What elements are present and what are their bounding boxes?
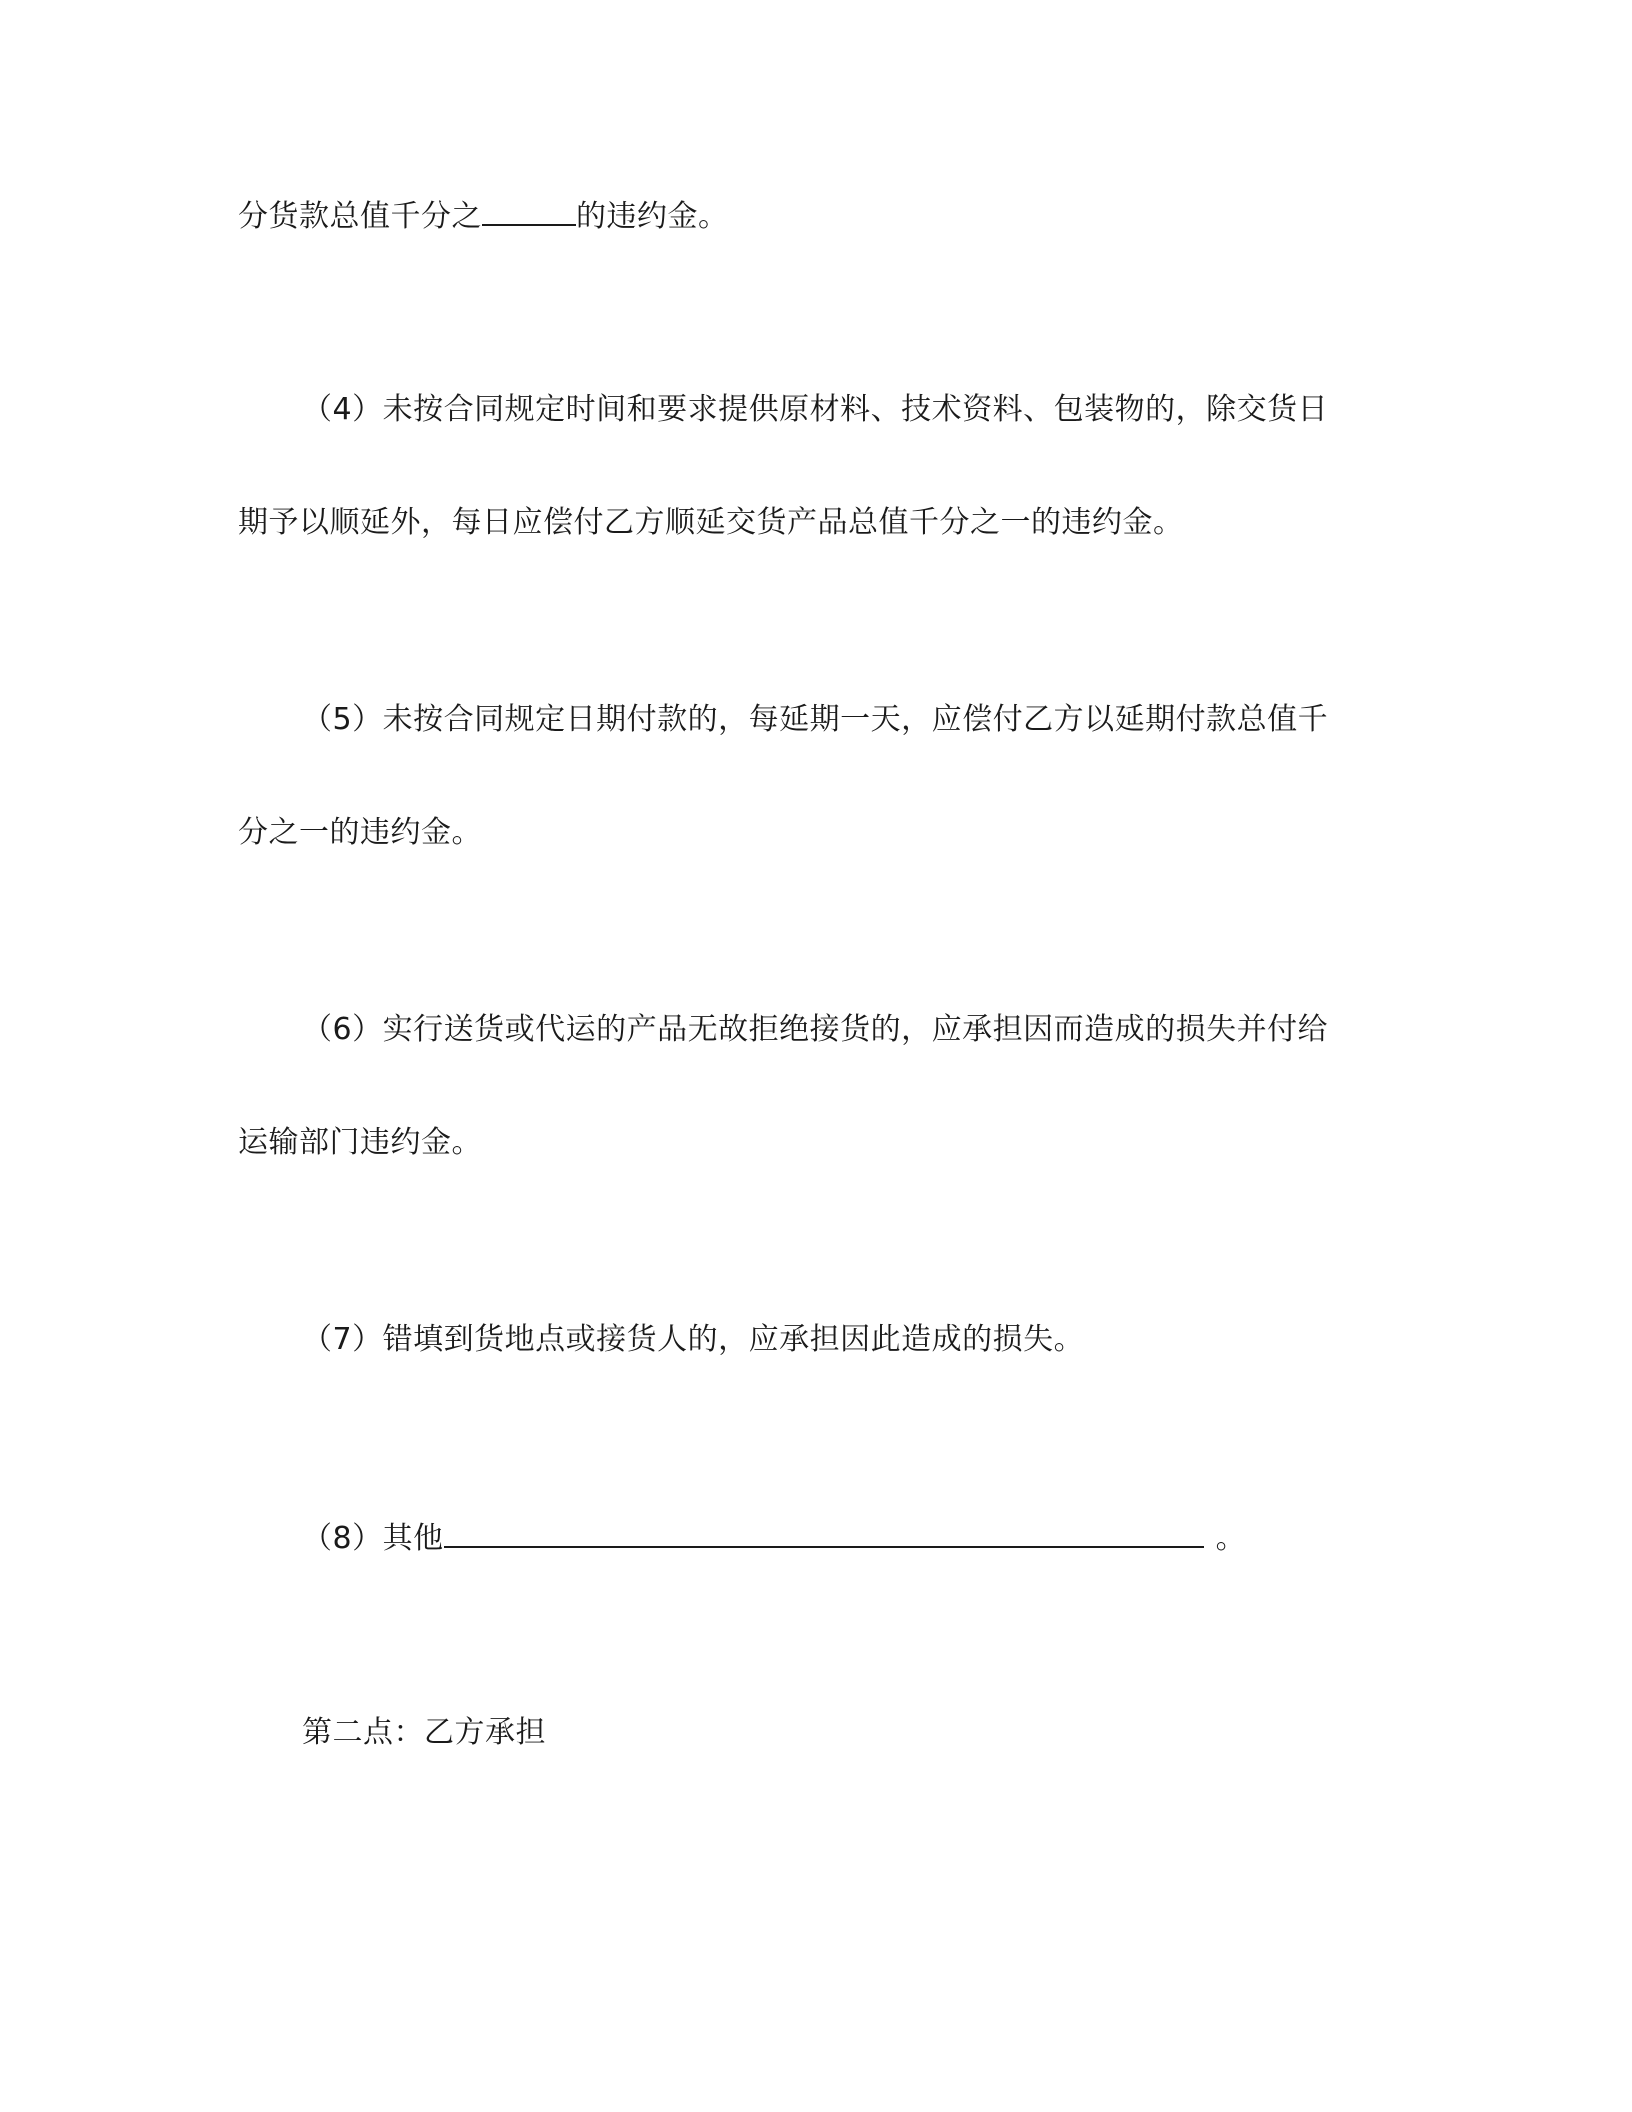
paragraph-4-line-2: 期予以顺延外，每日应偿付乙方顺延交货产品总值千分之一的违约金。 <box>238 505 1184 540</box>
paragraph-6-line-1: （6）实行送货或代运的产品无故拒绝接货的，应承担因而造成的损失并付给 <box>302 1012 1329 1047</box>
text-fragment: 分货款总值千分之 <box>238 199 482 234</box>
section-heading: 第二点：乙方承担 <box>302 1715 546 1750</box>
paragraph-8 <box>302 1516 1246 1559</box>
paragraph-4-line-1: （4）未按合同规定时间和要求提供原材料、技术资料、包装物的，除交货日 <box>302 392 1329 427</box>
paragraph-5-line-2: 分之一的违约金。 <box>238 815 482 850</box>
text-fragment: （8）其他 <box>302 1521 444 1556</box>
text-fragment: 。 <box>1215 1521 1247 1556</box>
fill-in-blank[interactable] <box>482 194 576 226</box>
paragraph-5-line-1: （5）未按合同规定日期付款的，每延期一天，应偿付乙方以延期付款总值千 <box>302 702 1329 737</box>
paragraph-7: （7）错填到货地点或接货人的，应承担因此造成的损失。 <box>302 1322 1085 1357</box>
paragraph-3-continuation <box>238 194 729 237</box>
fill-in-blank[interactable] <box>444 1516 1204 1548</box>
paragraph-6-line-2: 运输部门违约金。 <box>238 1125 482 1160</box>
text-fragment: 的违约金。 <box>576 199 729 234</box>
